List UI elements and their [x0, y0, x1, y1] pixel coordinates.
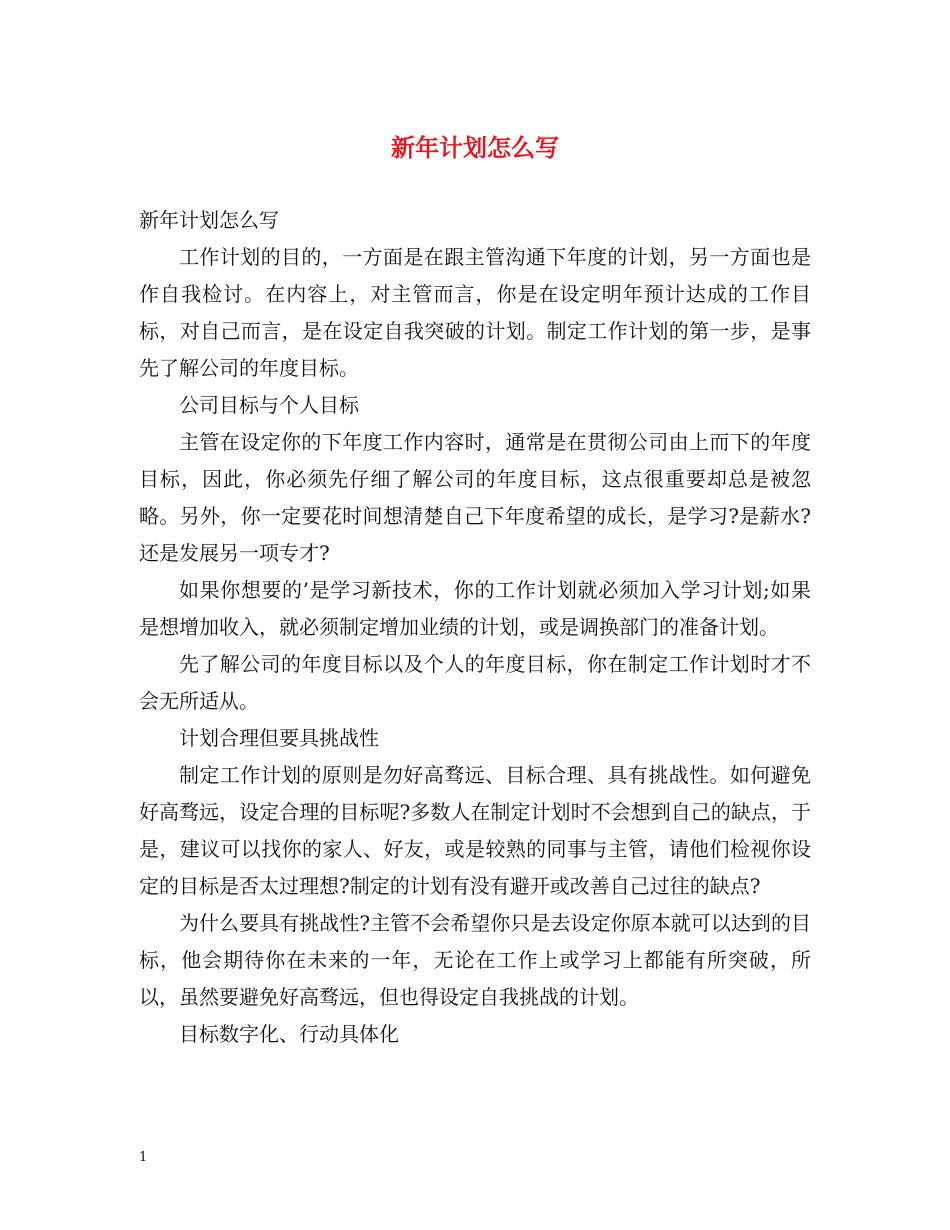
- section-heading: 计划合理但要具挑战性: [179, 726, 379, 750]
- paragraph: 为什么要具有挑战性?主管不会希望你只是去设定你原本就可以达到的目标，他会期待你在未来的一年，无论在工作上或学习上都能有所突破，所以，虽然要避免好高骛远，但也得设定自我挑战的计划。: [139, 911, 811, 1009]
- document-body: [139, 202, 811, 1053]
- section-heading: 目标数字化、行动具体化: [179, 1022, 399, 1046]
- paragraph: 先了解公司的年度目标以及个人的年度目标，你在制定工作计划时才不会无所适从。: [139, 652, 811, 713]
- paragraph: 制定工作计划的原则是勿好高骛远、目标合理、具有挑战性。如何避免好高骛远，设定合理的目标呢?多数人在制定计划时不会想到自己的缺点，于是，建议可以找你的家人、好友，或是较熟的同事与主管，请他们检视你设定的目标是否太过理想?制定的计划有没有避开或改善自己过往的缺点?: [139, 763, 811, 898]
- body-heading: 新年计划怎么写: [139, 208, 279, 232]
- paragraph: 主管在设定你的下年度工作内容时，通常是在贯彻公司由上而下的年度目标，因此，你必须先仔细了解公司的年度目标，这点很重要却总是被忽略。另外，你一定要花时间想清楚自己下年度希望的成长，是学习?是薪水?还是发展另一项专才?: [139, 430, 811, 565]
- page-number: 1: [139, 1150, 148, 1165]
- section-heading: 公司目标与个人目标: [179, 393, 359, 417]
- document-title: 新年计划怎么写: [391, 133, 559, 162]
- paragraph: 如果你想要的’是学习新技术，你的工作计划就必须加入学习计划;如果是想增加收入，就必须制定增加业绩的计划，或是调换部门的准备计划。: [139, 578, 811, 639]
- paragraph: 工作计划的目的，一方面是在跟主管沟通下年度的计划，另一方面也是作自我检讨。在内容上，对主管而言，你是在设定明年预计达成的工作目标，对自己而言，是在设定自我突破的计划。制定工作计划的第一步，是事先了解公司的年度目标。: [139, 245, 811, 380]
